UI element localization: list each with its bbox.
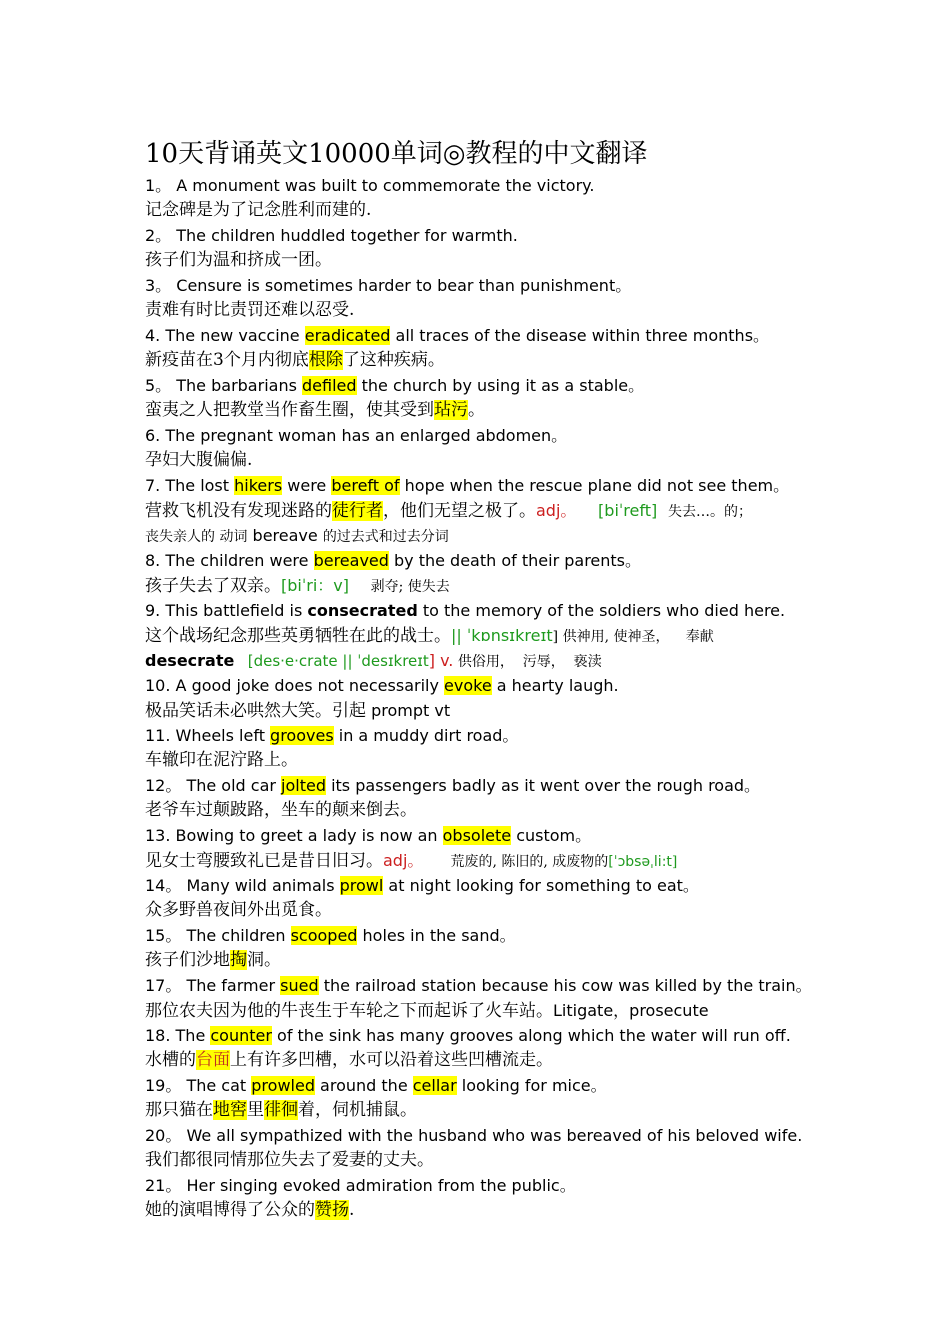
bold-word: desecrate [145, 651, 235, 670]
sentence-en-8: 8. The children were bereaved by the death of their parents。 [145, 551, 642, 570]
part-of-speech: adj。 [536, 501, 577, 520]
sentence-en-12: 12。 The old car jolted its passengers badly as it went over the rough road。 [145, 776, 761, 795]
highlighted-word: 地窖 [213, 1100, 247, 1120]
sentence-zh-21: 她的演唱博得了公众的赞扬. [145, 1200, 355, 1220]
highlighted-word: jolted [281, 776, 326, 795]
highlighted-word: counter [210, 1026, 272, 1045]
sentence-en-20: 20。 We all sympathized with the husband who was bereaved of his beloved wife. [145, 1126, 803, 1145]
highlighted-word: 掏 [230, 950, 247, 970]
highlighted-word: sued [280, 976, 319, 995]
highlighted-word: 徘徊 [264, 1100, 298, 1120]
highlighted-word: defiled [302, 376, 357, 395]
sentence-zh-15: 孩子们沙地掏洞。 [145, 950, 281, 970]
sentence-zh-1: 记念碑是为了记念胜利而建的. [145, 200, 372, 220]
sentence-en-19: 19。 The cat prowled around the cellar looking for mice。 [145, 1076, 607, 1095]
phonetic: [biˈri：v] [281, 576, 349, 595]
sentence-zh-8: 孩子失去了双亲。[biˈri：v] 剥夺; 使失去 [145, 576, 450, 596]
sentence-zh-3: 责难有时比责罚还难以忍受. [145, 300, 355, 320]
sentence-zh-6: 孕妇大腹偏偏. [145, 450, 253, 470]
highlighted-word: 徒行者 [332, 501, 383, 521]
sentence-zh-11: 车辙印在泥泞路上。 [145, 750, 298, 770]
sentence-en-14: 14。 Many wild animals prowl at night looking for something to eat。 [145, 876, 699, 895]
sentence-en-3: 3。 Censure is sometimes harder to bear than punishment。 [145, 276, 632, 295]
highlighted-word: eradicated [304, 326, 391, 345]
phonetic: [biˈreft] [598, 501, 658, 520]
sentence-zh-18: 水槽的台面上有许多凹槽，水可以沿着这些凹槽流走。 [145, 1050, 553, 1070]
sentence-en-10: 10. A good joke does not necessarily evoke a hearty laugh. [145, 676, 619, 695]
sentence-zh-13: 见女士弯腰致礼已是昔日旧习。adj。 荒废的, 陈旧的, 成废物的[ˈɔbsəˌli:t] [145, 851, 678, 871]
highlighted-word: 玷污 [434, 400, 468, 420]
part-of-speech: adj。 [383, 851, 424, 870]
sentence-en-18: 18. The counter of the sink has many grooves along which the water will run off. [145, 1026, 791, 1045]
sentence-zh-20: 我们都很同情那位失去了爱妻的丈夫。 [145, 1150, 434, 1170]
sentence-zh-5: 蛮夷之人把教堂当作畜生圈，使其受到玷污。 [145, 400, 485, 420]
highlighted-word: prowl [339, 876, 384, 895]
part-of-speech: ] v. [428, 651, 454, 670]
sentence-zh-9: 这个战场纪念那些英勇牺牲在此的战士。|| ˈkɒnsɪkreɪt] 供神用, 使神圣， 奉献 [145, 626, 714, 646]
highlighted-word: 台面 [196, 1050, 230, 1070]
sentence-en-15: 15。 The children scooped holes in the sand。 [145, 926, 516, 945]
highlighted-word: bereaved [313, 551, 389, 570]
highlighted-word: obsolete [442, 826, 512, 845]
phonetic: [des·e·crate || ˈdesɪkreɪt [247, 652, 429, 670]
sentence-en-4: 4. The new vaccine eradicated all traces of the disease within three months。 [145, 326, 770, 345]
sentence-zh-4: 新疫苗在3个月内彻底根除了这种疾病。 [145, 350, 445, 370]
bold-word: consecrated [307, 601, 418, 620]
sentence-zh-12: 老爷车过颠跛路，坐车的颠来倒去。 [145, 800, 417, 820]
sentence-en-13: 13. Bowing to greet a lady is now an obsolete custom。 [145, 826, 592, 845]
sentence-zh-17: 那位农夫因为他的牛丧生于车轮之下而起诉了火车站。Litigate，prosecute [145, 1001, 709, 1021]
sentence-en-9: 9. This battlefield is consecrated to the memory of the soldiers who died here. [145, 601, 786, 620]
phonetic: [ˈɔbsəˌli:t [608, 854, 672, 870]
sentence-zh-14: 众多野兽夜间外出觅食。 [145, 900, 332, 920]
highlighted-word: 根除 [308, 350, 343, 370]
note-9: desecrate [des·e·crate || ˈdesɪkreɪt] v. 供俗用， 污辱， 亵渎 [145, 651, 602, 670]
sentence-en-1: 1。 A monument was built to commemorate the victory. [145, 176, 595, 195]
note-7: 丧失亲人的 动词 bereave 的过去式和过去分词 [145, 526, 449, 545]
highlighted-word: grooves [270, 726, 334, 745]
sentence-en-6: 6. The pregnant woman has an enlarged abdomen。 [145, 426, 568, 445]
sentence-en-5: 5。 The barbarians defiled the church by using it as a stable。 [145, 376, 645, 395]
highlighted-word: bereft of [331, 476, 400, 495]
highlighted-word: evoke [444, 676, 492, 695]
phonetic: || ˈkɒnsɪkreɪt [451, 626, 553, 645]
sentence-zh-7: 营救飞机没有发现迷路的徒行者，他们无望之极了。adj。 [biˈreft] 失去…。的； [145, 501, 753, 521]
document-body [145, 173, 835, 1223]
sentence-en-17: 17。 The farmer sued the railroad station because his cow was killed by the train。 [145, 976, 812, 995]
sentence-zh-2: 孩子们为温和挤成一团。 [145, 250, 332, 270]
sentence-zh-10: 极品笑话未必哄然大笑。引起 prompt vt [145, 701, 451, 721]
sentence-en-21: 21。 Her singing evoked admiration from the public。 [145, 1176, 576, 1195]
sentence-en-7: 7. The lost hikers were bereft of hope when the rescue plane did not see them。 [145, 476, 790, 495]
sentence-en-2: 2。 The children huddled together for warmth. [145, 226, 518, 245]
highlighted-word: cellar [412, 1076, 457, 1095]
highlighted-word: scooped [290, 926, 358, 945]
document-title: 10天背诵英文10000单词◎教程的中文翻译 [145, 139, 648, 169]
highlighted-word: prowled [251, 1076, 315, 1095]
highlighted-word: hikers [234, 476, 283, 495]
sentence-en-11: 11. Wheels left grooves in a muddy dirt road。 [145, 726, 519, 745]
sentence-zh-19: 那只猫在地窖里徘徊着，伺机捕鼠。 [145, 1100, 417, 1120]
highlighted-word: 赞扬 [315, 1200, 349, 1220]
